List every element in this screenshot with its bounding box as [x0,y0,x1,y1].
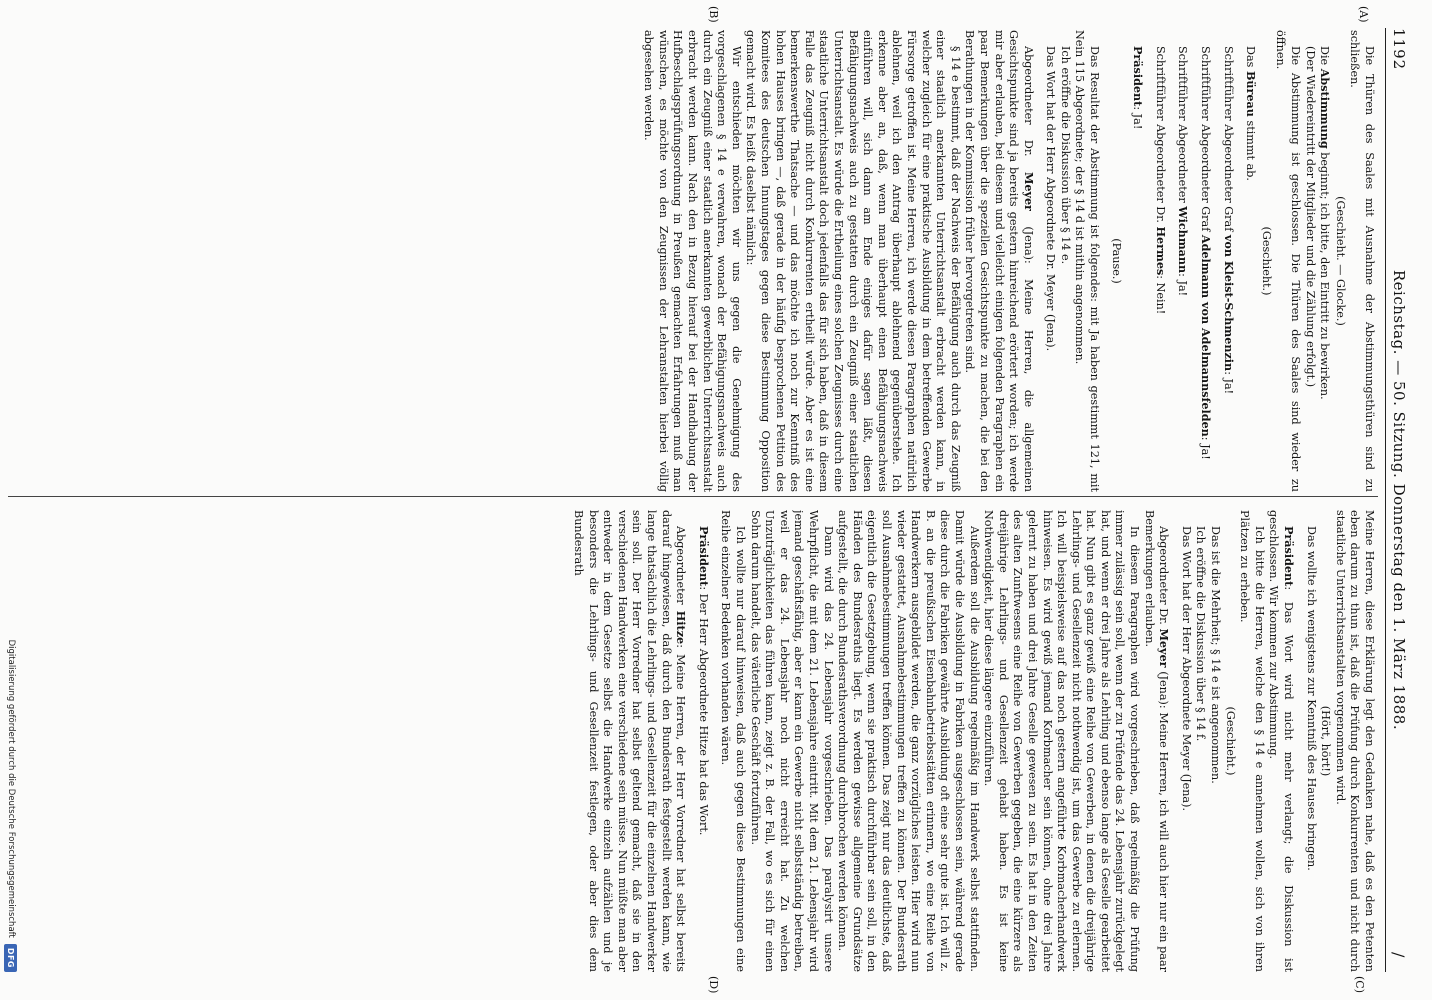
paragraph: Schriftführer Abgeordneter Graf von Kleist-Schmenzin: Ja! [1221,46,1236,395]
speaker-name: Abstimmung [1318,68,1333,149]
speaker-name: Meyer [1157,628,1172,668]
digitization-footer [0,0,22,1000]
paragraph: Das Wort hat der Herr Abgeordnete Meyer (Jena). [1179,526,1193,812]
paragraph: Schriftführer Abgeordneter Wichmann: Ja! [1176,46,1191,297]
footer-text: Digitalisierung gefördert durch die Deutsche Forschungsgemeinschaft [6,639,16,938]
margin-marker-a: (A) [1357,6,1370,23]
paragraph: Ich wollte nur darauf hinweisen, daß auch gegen diese Bestimmungen eine Reihe einzelner Bedenken vorhanden wären. [719,510,748,972]
margin-marker-b: (B) [707,6,720,23]
speaker-name: Präsident [696,526,711,587]
header-rule [1385,28,1386,972]
paragraph: Präsident: Der Herr Abgeordnete Hitze hat das Wort. [696,526,711,836]
paragraph: Meine Herren, diese Erklärung legt den Gedanken nahe, daß es den Petenten eben darum zu thun ist, daß die Prüfung durch Konkurrenten und nicht durch staatliche Unterrichtsanstalten vorgenommen wird. [1333,510,1376,972]
paragraph: (Pause.) [1109,238,1123,284]
margin-marker-c: (C) [1353,976,1366,993]
running-header: Reichstag. — 50. Sitzung. Donnerstag den 1. März 1888. [1390,269,1408,731]
speaker-name: Adelmann von Adelmannsfelden [1199,234,1214,437]
speaker-name: Büreau [1244,70,1259,117]
speaker-name: Wichmann [1176,206,1191,274]
paragraph: In diesem Paragraphen wird vorgeschrieben, daß regelmäßig die Prüfung immer zulässig sein soll, wenn der zu Prüfende das 24. Lebensjahr zurückgelegt hat, und wenn er drei Jahre als Lehrling und ebenso lange als Geselle gearbeitet hat. Nun gibt es ganz gewiß eine Reihe von Gewerben, in denen die dreijährige Lehrlings- und Gesellenzeit nicht nothwendig ist, um das Gewerbe zu erlernen. Ich will beispielsweise auf das noch gestern angeführte Korbmacherhandwerk hinweisen. Es wird gewiß jemand Korbmacher sein können, ohne drei Jahre gelernt zu haben und drei Jahre Geselle gewesen zu sein. Es hat in den Zeiten des alten Zunftwesens eine Reihe von Gewerben gegeben, die eine kürzere als dreijährige Lehrlings- und Gesellenzeit gehabt haben. Es ist keine Nothwendigkeit, hier diese längere einzuführen. [982,510,1142,972]
paragraph: Abgeordneter Dr. Meyer (Jena): Meine Herren, ich will auch hier nur ein paar Bemerkungen erlauben. [1142,510,1172,972]
paragraph: (Geschieht.) [1223,706,1237,776]
speaker-name: Präsident [1282,526,1297,587]
speaker-name: Präsident [1131,46,1146,107]
paragraph: Ich eröffne die Diskussion über § 14 f. [1194,526,1208,742]
paragraph: Die Thüren des Saales mit Ausnahme der Abstimmungsthüren sind zu schließen. [1348,30,1376,492]
page-number: 1192 [1390,28,1408,71]
paragraph: Das Resultat der Abstimmung ist folgendes: mit Ja haben gestimmt 121, mit Nein 115 Abgeordnete; der § 14 d ist mithin angenommen. [1073,30,1102,492]
paragraph: (Hört, hört!) [1319,705,1333,777]
paragraph: Schriftführer Abgeordneter Graf Adelmann von Adelmannsfelden: Ja! [1199,46,1214,460]
paragraph: (Geschieht. — Glocke.) [1333,196,1347,326]
margin-marker-d: (D) [707,976,720,994]
paragraph: Abgeordneter Dr. Meyer (Jena): Meine Herren, die allgemeinen Gesichtspunkte sind ja bereits gestern hinreichend erörtert worden; ich werde mir aber erlauben, bei diesem und vielleicht einigen folgenden Paragraphen ein paar Bemerkungen über die speziellen Gesichtspunkte zu machen, die bei den Berathungen in der Kommission früher hervorgetreten sind. [963,30,1036,492]
speaker-name: Hermes [1153,226,1168,276]
paragraph: Das Büreau stimmt ab. [1244,46,1259,181]
right-column [16,510,1376,972]
paragraph: Das Wort hat der Herr Abgeordnete Dr. Meyer (Jena). [1044,46,1058,352]
paragraph: Die Abstimmung ist geschlossen. Die Thüren des Saales sind wieder zu öffnen. [1274,30,1303,492]
paragraph: Schriftführer Abgeordneter Dr. Hermes: Nein! [1153,46,1168,315]
paragraph: Ich eröffne die Diskussion über § 14 e. [1058,46,1072,265]
left-column [16,30,1376,492]
paragraph: Abgeordneter Hitze: Meine Herren, der Herr Vorredner hat selbst bereits darauf hingewiesen, daß durch den Bundesrath festgestellt werden kann, wie lange thatsächlich die Lehrlings- und Gesellenzeit für die einzelnen Handwerker sein soll. Der Herr Vorredner hat selbst geltend gemacht, daß sie in den verschiedenen Handwerken eine verschiedene sein müsse. Nun müßte man aber entweder in dem Gesetze selbst die Handwerke einzeln aufzählen und je besonders die Lehrlings- und Gesellenzeit festlegen, oder aber dies dem Bundesrath [572,510,689,972]
paragraph: (Der Wiedereintritt der Mitglieder und die Zählung erfolgt.) [1303,46,1317,388]
dfg-logo: DFG [5,944,18,972]
paragraph: Die Abstimmung beginnt; ich bitte, den Eintritt zu bewirken. [1318,46,1333,400]
paragraph: Präsident: Das Wort wird nicht mehr verlangt; die Diskussion ist geschlossen. Wir kommen zur Abstimmung. [1267,510,1297,972]
column-divider [8,496,1378,497]
paragraph: Das ist die Mehrheit; § 14 e ist angenommen. [1209,526,1223,784]
corner-mark: / [1389,952,1408,958]
paragraph: Präsident: Ja! [1131,46,1146,130]
paragraph: Dann wird das 24. Lebensjahr vorgeschrieben. Das paralysirt unsere Wehrpflicht, die mit dem 21. Lebensjahre eintritt. Mit dem 21. Lebensjahr wird jemand geschäftsfähig, aber er kann ein Gewerbe nicht selbstständig betreiben, weil er das 24. Lebensjahr noch nicht erreicht hat. Zu welchen Unzuträglichkeiten das führen kann, zeigt z. B. der Fall, wo es sich für einen Sohn darum handelt, das väterliche Geschäft fortzuführen. [748,510,835,972]
paragraph: Außerdem soll die Ausbildung regelmäßig im Handwerk selbst stattfinden. Damit würde die Ausbildung in Fabriken ausgeschlossen sein, während gerade diese durch die Fabriken gewährte Ausbildung oft eine sehr gute ist. Ich will z. B. an die preußischen Eisenbahnbetriebsstätten erinnern, wo eine Reihe von Handwerkern ausgebildet werden, die ganz vorzügliches leisten. Hier wird nun wieder gestattet, Ausnahmebestimmungen treffen zu können. Der Bundesrath soll Ausnahmebestimmungen treffen können. Das zeigt nur das deutlichste, daß eigentlich die Gesetzgebung, wenn sie praktisch durchführbar sein soll, in den Händen des Bundesraths liegt. Es werden gewisse allgemeine Grundsätze aufgestellt, die durch Bundesrathsverordnung durchbrochen werden können. [836,510,981,972]
paragraph: Wir entschieden möchten wir uns gegen die Genehmigung des vorgeschlagenen § 14 e verwahren, wonach der Befähigungsnachweis auch durch ein Zeugniß einer staatlich anerkannten gewerblichen Unterrichtsanstalt erbracht werden kann. Nach den in Bezug hierauf bei der Handhabung der Hufbeschlagsprüfungsordnung in Preußen gemachten Erfahrungen muß man wünschen, es möchte von den Zeugnissen der Lehranstalten hierbei völlig abgesehen werden. [642,30,743,492]
speaker-name: von Kleist-Schmenzin [1221,234,1236,372]
paragraph: § 14 e bestimmt, daß der Nachweis der Befähigung auch durch das Zeugniß einer staatlich anerkannten Unterrichtsanstalt erbracht werden kann, in welcher zugleich für eine praktische Ausbildung in dem betreffenden Gewerbe Fürsorge getroffen ist. Meine Herren, ich werde diesen Paragraphen natürlich ablehnen, weil ich den Antrag überhaupt ablehnend gegenüberstehe. Ich erkenne aber an, daß, wenn man überhaupt einen Befähigungsnachweis einführen will, sich dann am Ende einiges dafür sagen läßt, diesen Befähigungsnachweis auch zu gestatten durch ein Zeugniß einer staatlichen Unterrichtsanstalt. Es würde die Ertheilung eines solchen Zeugnisses durch eine staatliche Unterrichtsanstalt doch jedenfalls das für sich haben, daß in diesem Falle das Zeugniß nicht durch Konkurrenten ertheilt würde. Aber es ist eine bemerkenswerthe Thatsache — und das möchte ich noch zur Kenntniß des hohen Hauses bringen —, daß gerade in der häufig besprochenen Petition des Komitees des deutschen Innungstages gegen diese Bestimmung Opposition gemacht wird. Es heißt daselbst nämlich: [744,30,962,492]
speaker-name: Hitze [674,610,689,645]
paragraph: Das wollte ich wenigstens zur Kenntniß des Hauses bringen. [1304,526,1318,871]
speaker-name: Meyer [1021,171,1036,211]
paragraph: (Geschieht.) [1259,226,1273,296]
paragraph: Ich bitte die Herren, welche den § 14 e annehmen wollen, sich von ihren Plätzen zu erheben. [1238,510,1266,972]
